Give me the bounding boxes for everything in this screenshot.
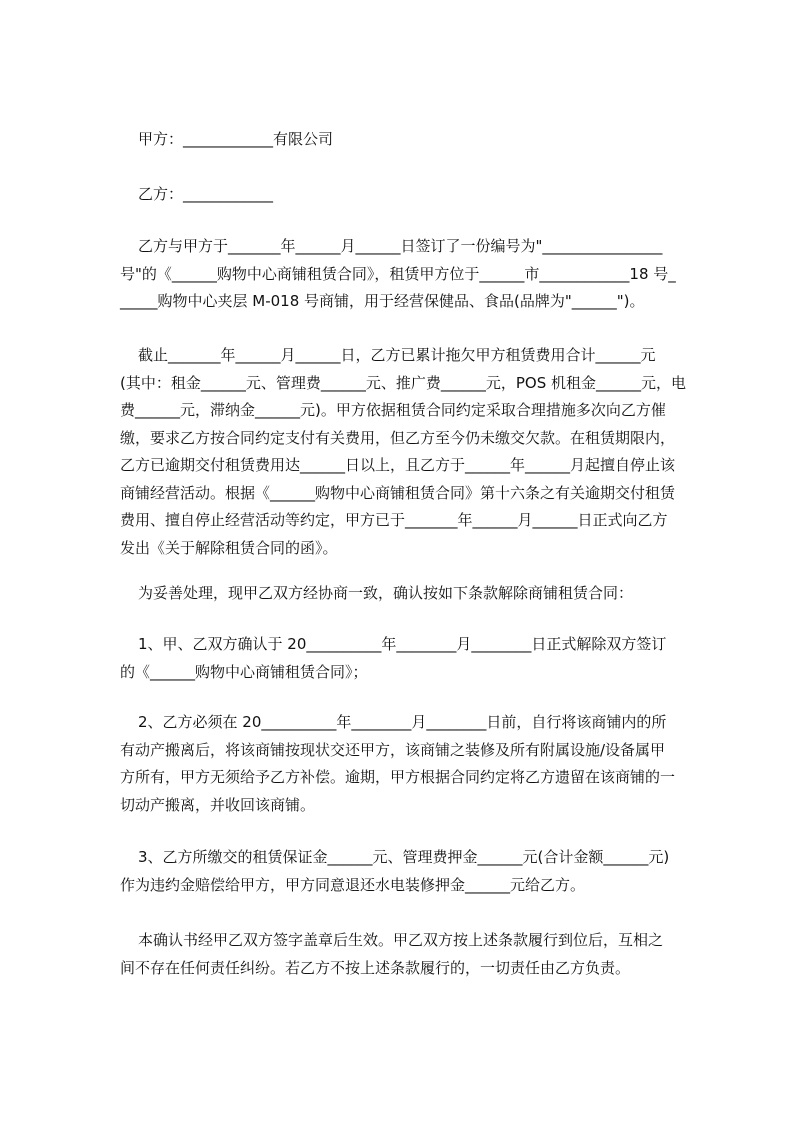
text-line: 为妥善处理，现甲乙双方经协商一致，确认按如下条款解除商铺租赁合同： — [138, 584, 634, 602]
text-line: 缴，要求乙方按合同约定支付有关费用，但乙方至今仍未缴交欠款。在租赁期限内， — [120, 428, 676, 447]
text-line: (其中：租金______元、管理费______元、推广费______元，POS 机租金______元，电 — [120, 373, 686, 392]
clause-1 — [120, 631, 710, 686]
text-line: 商铺经营活动。根据《______购物中心商铺租赁合同》第十六条之有关逾期交付租赁 — [120, 483, 676, 502]
text-line: 号"的《______购物中心商铺租赁合同》，租赁甲方位于______市____________18 号_ — [120, 264, 676, 283]
clause-2 — [120, 709, 710, 819]
text-line: 3、乙方所缴交的租赁保证金______元、管理费押金______元(合计金额______元) — [138, 848, 670, 866]
paragraph-arrears — [120, 342, 710, 562]
text-line: 的《______购物中心商铺租赁合同》； — [120, 662, 368, 681]
text-line: 费______元，滞纳金______元)。甲方依据租赁合同约定采取合理措施多次向乙方催 — [120, 401, 666, 419]
text-line: _____购物中心夹层 M-018 号商铺，用于经营保健品、食品(品牌为"______")。 — [120, 292, 645, 310]
text-line: 发出《关于解除租赁合同的函》。 — [120, 538, 338, 557]
text-line: 有动产搬离后，将该商铺按现状交还甲方，该商铺之装修及所有附属设施/设备属甲 — [120, 740, 666, 759]
text-line: 乙方已逾期交付租赁费用达______日以上，且乙方于______年______月起擅自停止该 — [120, 456, 676, 474]
paragraph-agreement-intro — [120, 580, 710, 608]
party-b: 乙方：____________ — [138, 185, 274, 203]
text-line: 截止_______年______月______日，乙方已累计拖欠甲方租赁费用合计______元 — [138, 346, 656, 364]
paragraph-contract-background — [120, 233, 710, 316]
party-b-line — [120, 181, 710, 209]
text-line: 1、甲、乙双方确认于 20__________年________月________日正式解除双方签订 — [138, 635, 667, 653]
paragraph-effectiveness — [120, 927, 710, 982]
text-line: 费用、擅自停止经营活动等约定，甲方已于_______年______月______日正式向乙方 — [120, 511, 668, 529]
text-line: 间不存在任何责任纠纷。若乙方不按上述条款履行的，一切责任由乙方负责。 — [120, 958, 631, 977]
text-line: 乙方与甲方于_______年______月______日签订了一份编号为"________________ — [138, 237, 663, 255]
clause-3 — [120, 844, 710, 899]
text-line: 2、乙方必须在 20__________年________月________日前，自行将该商铺内的所 — [138, 713, 667, 731]
party-a-line — [120, 126, 710, 154]
party-a: 甲方：____________有限公司 — [138, 130, 334, 148]
text-line: 方所有，甲方无须给予乙方补偿。逾期，甲方根据合同约定将乙方遗留在该商铺的一 — [120, 768, 676, 786]
text-line: 切动产搬离，并收回该商铺。 — [120, 795, 316, 814]
text-line: 作为违约金赔偿给甲方，甲方同意退还水电装修押金______元给乙方。 — [120, 875, 586, 894]
text-line: 本确认书经甲乙双方签字盖章后生效。甲乙双方按上述条款履行到位后，互相之 — [138, 931, 664, 949]
